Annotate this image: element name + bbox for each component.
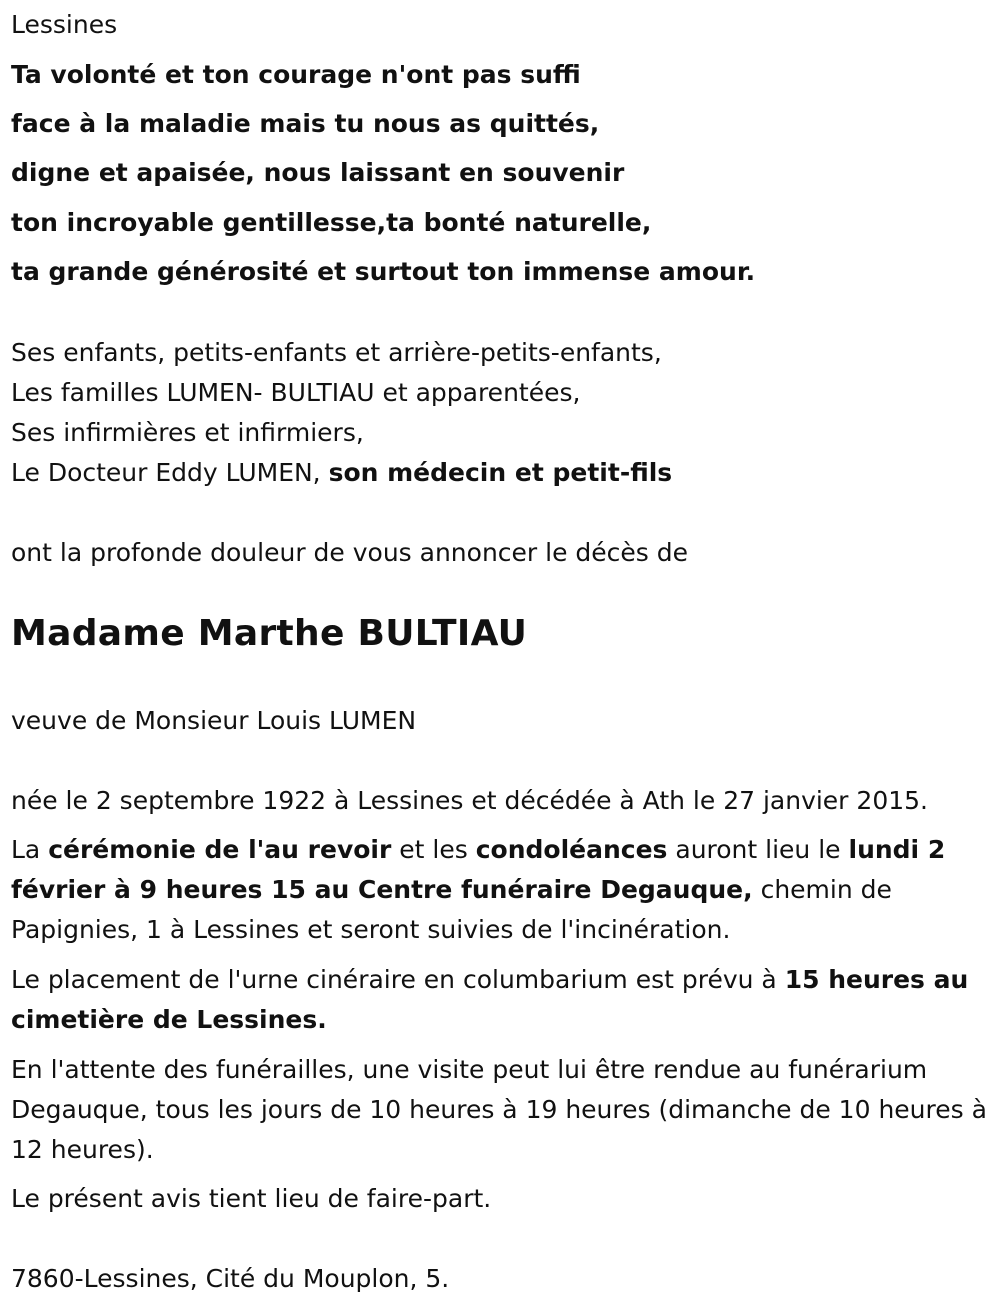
urn-paragraph bbox=[11, 960, 991, 1040]
visit-paragraph: En l'attente des funérailles, une visite peut lui être rendue au funérarium Degauque, tous les jours de 10 heures à 19 heures (dimanche de 10 heures à 12 heures). bbox=[11, 1055, 987, 1164]
poem-line-4: ton incroyable gentillesse,ta bonté naturelle, bbox=[11, 208, 652, 237]
ceremony-text-1: La bbox=[11, 835, 49, 864]
poem-line-3: digne et apaisée, nous laissant en souvenir bbox=[11, 158, 625, 187]
poem-line-5: ta grande générosité et surtout ton immense amour. bbox=[11, 257, 756, 286]
ceremony-bold-2: condoléances bbox=[475, 835, 668, 864]
ceremony-paragraph bbox=[11, 830, 991, 950]
ceremony-text-4: chemin de Papignies, 1 à Lessines et seront suivies de l'incinération. bbox=[11, 875, 892, 944]
widow-of-text: veuve de Monsieur Louis LUMEN bbox=[11, 706, 417, 735]
birth-death-text: née le 2 septembre 1922 à Lessines et décédée à Ath le 27 janvier 2015. bbox=[11, 786, 928, 815]
ceremony-bold-1: cérémonie de l'au revoir bbox=[48, 835, 392, 864]
family-line-4 bbox=[11, 458, 672, 488]
family-line-4-bold: son médecin et petit-fils bbox=[328, 458, 673, 487]
ceremony-bold-3: lundi 2 février à 9 heures 15 au Centre funéraire Degauque, bbox=[11, 835, 946, 904]
place-heading: Lessines bbox=[11, 10, 118, 39]
ceremony-text-2: et les bbox=[391, 835, 476, 864]
family-line-1: Ses enfants, petits-enfants et arrière-petits-enfants, bbox=[11, 338, 662, 367]
address-text: 7860-Lessines, Cité du Mouplon, 5. bbox=[11, 1264, 450, 1293]
family-line-2: Les familles LUMEN- BULTIAU et apparentées, bbox=[11, 378, 581, 407]
family-line-4-plain: Le Docteur Eddy LUMEN, bbox=[11, 458, 329, 487]
poem-line-1: Ta volonté et ton courage n'ont pas suffi bbox=[11, 60, 581, 89]
notice-text: Le présent avis tient lieu de faire-part. bbox=[11, 1184, 492, 1213]
urn-bold: 15 heures au cimetière de Lessines. bbox=[11, 965, 969, 1034]
announcement-text: ont la profonde douleur de vous annoncer le décès de bbox=[11, 538, 689, 567]
deceased-name: Madame Marthe BULTIAU bbox=[11, 613, 528, 654]
poem-line-2: face à la maladie mais tu nous as quittés, bbox=[11, 109, 600, 138]
urn-text: Le placement de l'urne cinéraire en columbarium est prévu à bbox=[11, 965, 785, 994]
ceremony-text-3: auront lieu le bbox=[667, 835, 849, 864]
family-line-3: Ses infirmières et infirmiers, bbox=[11, 418, 364, 447]
